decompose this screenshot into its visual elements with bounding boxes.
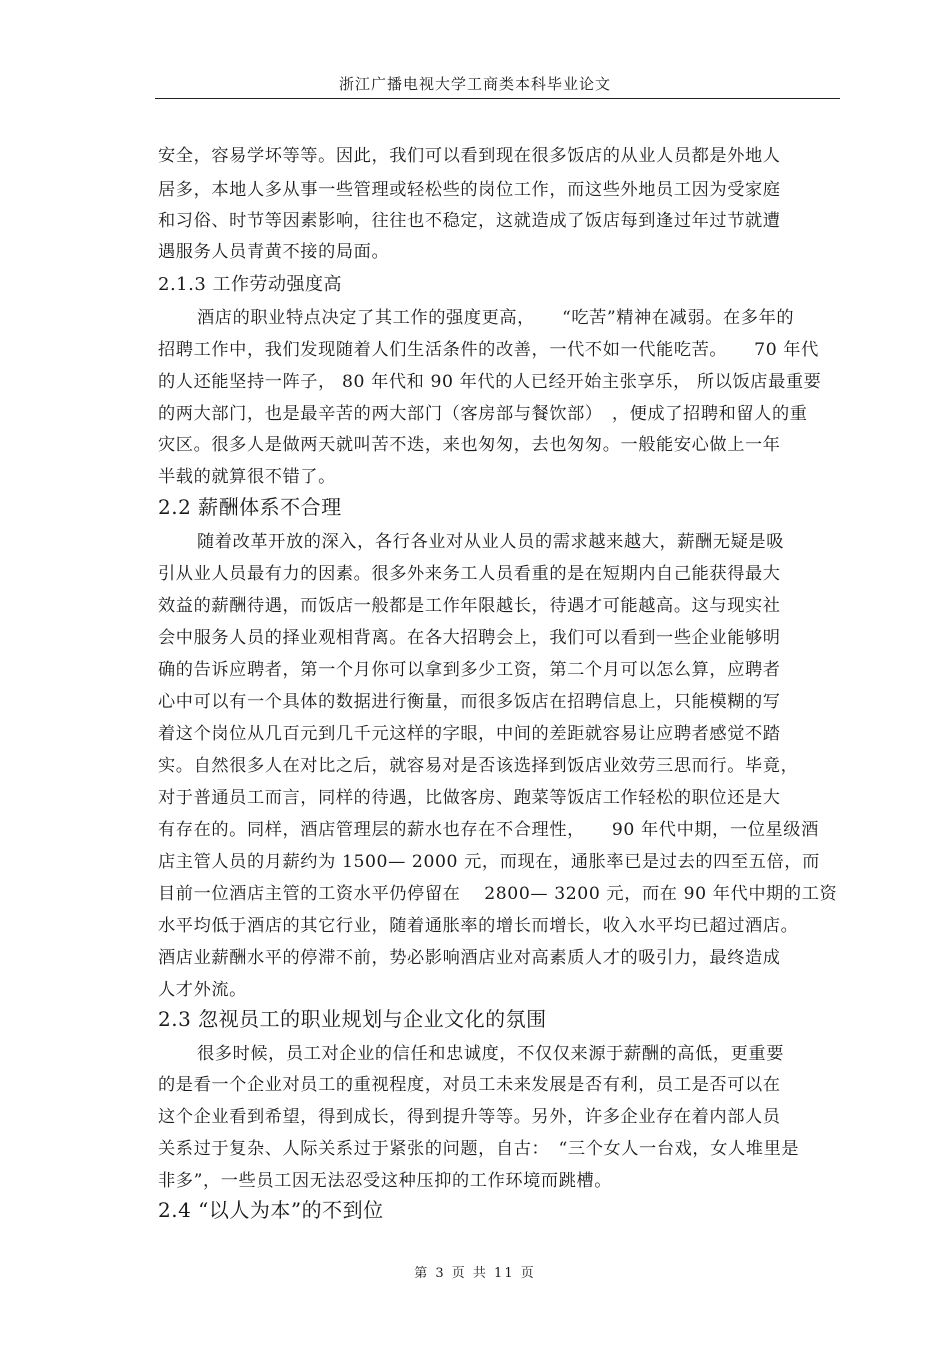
page-number-footer: 第 3 页 共 11 页 [414, 1266, 536, 1281]
body-line: 的人还能坚持一阵子， 80 年代和 90 年代的人已经开始主张享乐， 所以饭店最重要 [158, 372, 822, 392]
body-line: 很多时候，员工对企业的信任和忠诚度，不仅仅来源于薪酬的高低，更重要 [197, 1044, 784, 1064]
body-line: 水平均低于酒店的其它行业，随着通胀率的增长而增长，收入水平均已超过酒店。 [158, 916, 799, 936]
body-line: 遇服务人员青黄不接的局面。 [158, 242, 390, 262]
body-line: 居多，本地人多从事一些管理或轻松些的岗位工作，而这些外地员工因为受家庭 [158, 180, 781, 200]
body-line: 和习俗、时节等因素影响，往往也不稳定，这就造成了饭店每到逢过年过节就遭 [158, 211, 781, 231]
body-line: 店主管人员的月薪约为 1500— 2000 元，而现在，通胀率已是过去的四至五倍，而 [158, 852, 820, 872]
body-line: 会中服务人员的择业观相背离。在各大招聘会上，我们可以看到一些企业能够明 [158, 628, 781, 648]
section-heading-2-2: 2.2 薪酬体系不合理 [158, 495, 342, 519]
body-line: 这个企业看到希望，得到成长，得到提升等等。另外，许多企业存在着内部人员 [158, 1107, 781, 1127]
body-line: 着这个岗位从几百元到几千元这样的字眼，中间的差距就容易让应聘者感觉不踏 [158, 724, 781, 744]
body-line: 酒店业薪酬水平的停滞不前，势必影响酒店业对高素质人才的吸引力，最终造成 [158, 948, 781, 968]
body-line: 有存在的。同样，酒店管理层的薪水也存在不合理性， 90 年代中期，一位星级酒 [158, 820, 819, 840]
body-line: 招聘工作中，我们发现随着人们生活条件的改善，一代不如一代能吃苦。 70 年代 [158, 340, 819, 360]
body-line: 关系过于复杂、人际关系过于紧张的问题，自古： “三个女人一台戏，女人堆里是 [158, 1139, 800, 1159]
body-line: 目前一位酒店主管的工资水平仍停留在 2800— 3200 元，而在 90 年代中期的工资 [158, 884, 838, 904]
body-line: 随着改革开放的深入，各行各业对从业人员的需求越来越大，薪酬无疑是吸 [197, 532, 784, 552]
body-line: 的两大部门，也是最辛苦的两大部门（客房部与餐饮部） ，便成了招聘和留人的重 [158, 404, 808, 424]
section-heading-2-4: 2.4 “以人为本”的不到位 [158, 1198, 384, 1222]
body-line: 引从业人员最有力的因素。很多外来务工人员看重的是在短期内自己能获得最大 [158, 564, 781, 584]
header-rule [155, 98, 840, 99]
body-line: 酒店的职业特点决定了其工作的强度更高， “吃苦”精神在减弱。在多年的 [197, 308, 795, 328]
body-line: 安全，容易学坏等等。因此，我们可以看到现在很多饭店的从业人员都是外地人 [158, 146, 781, 166]
section-heading-2-3: 2.3 忽视员工的职业规划与企业文化的氛围 [158, 1007, 547, 1031]
body-line: 人才外流。 [158, 980, 247, 1000]
body-line: 确的告诉应聘者，第一个月你可以拿到多少工资，第二个月可以怎么算，应聘者 [158, 660, 781, 680]
running-header: 浙江广播电视大学工商类本科毕业论文 [338, 75, 611, 93]
body-line: 心中可以有一个具体的数据进行衡量，而很多饭店在招聘信息上，只能模糊的写 [158, 692, 781, 712]
body-line: 效益的薪酬待遇，而饭店一般都是工作年限越长，待遇才可能越高。这与现实社 [158, 596, 781, 616]
body-line: 的是看一个企业对员工的重视程度，对员工未来发展是否有利，员工是否可以在 [158, 1075, 781, 1095]
body-line: 灾区。很多人是做两天就叫苦不迭，来也匆匆，去也匆匆。一般能安心做上一年 [158, 435, 781, 455]
body-line: 非多”，一些员工因无法忍受这种压抑的工作环境而跳槽。 [158, 1171, 613, 1191]
body-line: 对于普通员工而言，同样的待遇，比做客房、跑菜等饭店工作轻松的职位还是大 [158, 788, 781, 808]
body-line: 实。自然很多人在对比之后，就容易对是否该选择到饭店业效劳三思而行。毕竟， [158, 756, 799, 776]
body-line: 半载的就算很不错了。 [158, 467, 336, 487]
section-heading-2-1-3: 2.1.3 工作劳动强度高 [158, 274, 343, 295]
